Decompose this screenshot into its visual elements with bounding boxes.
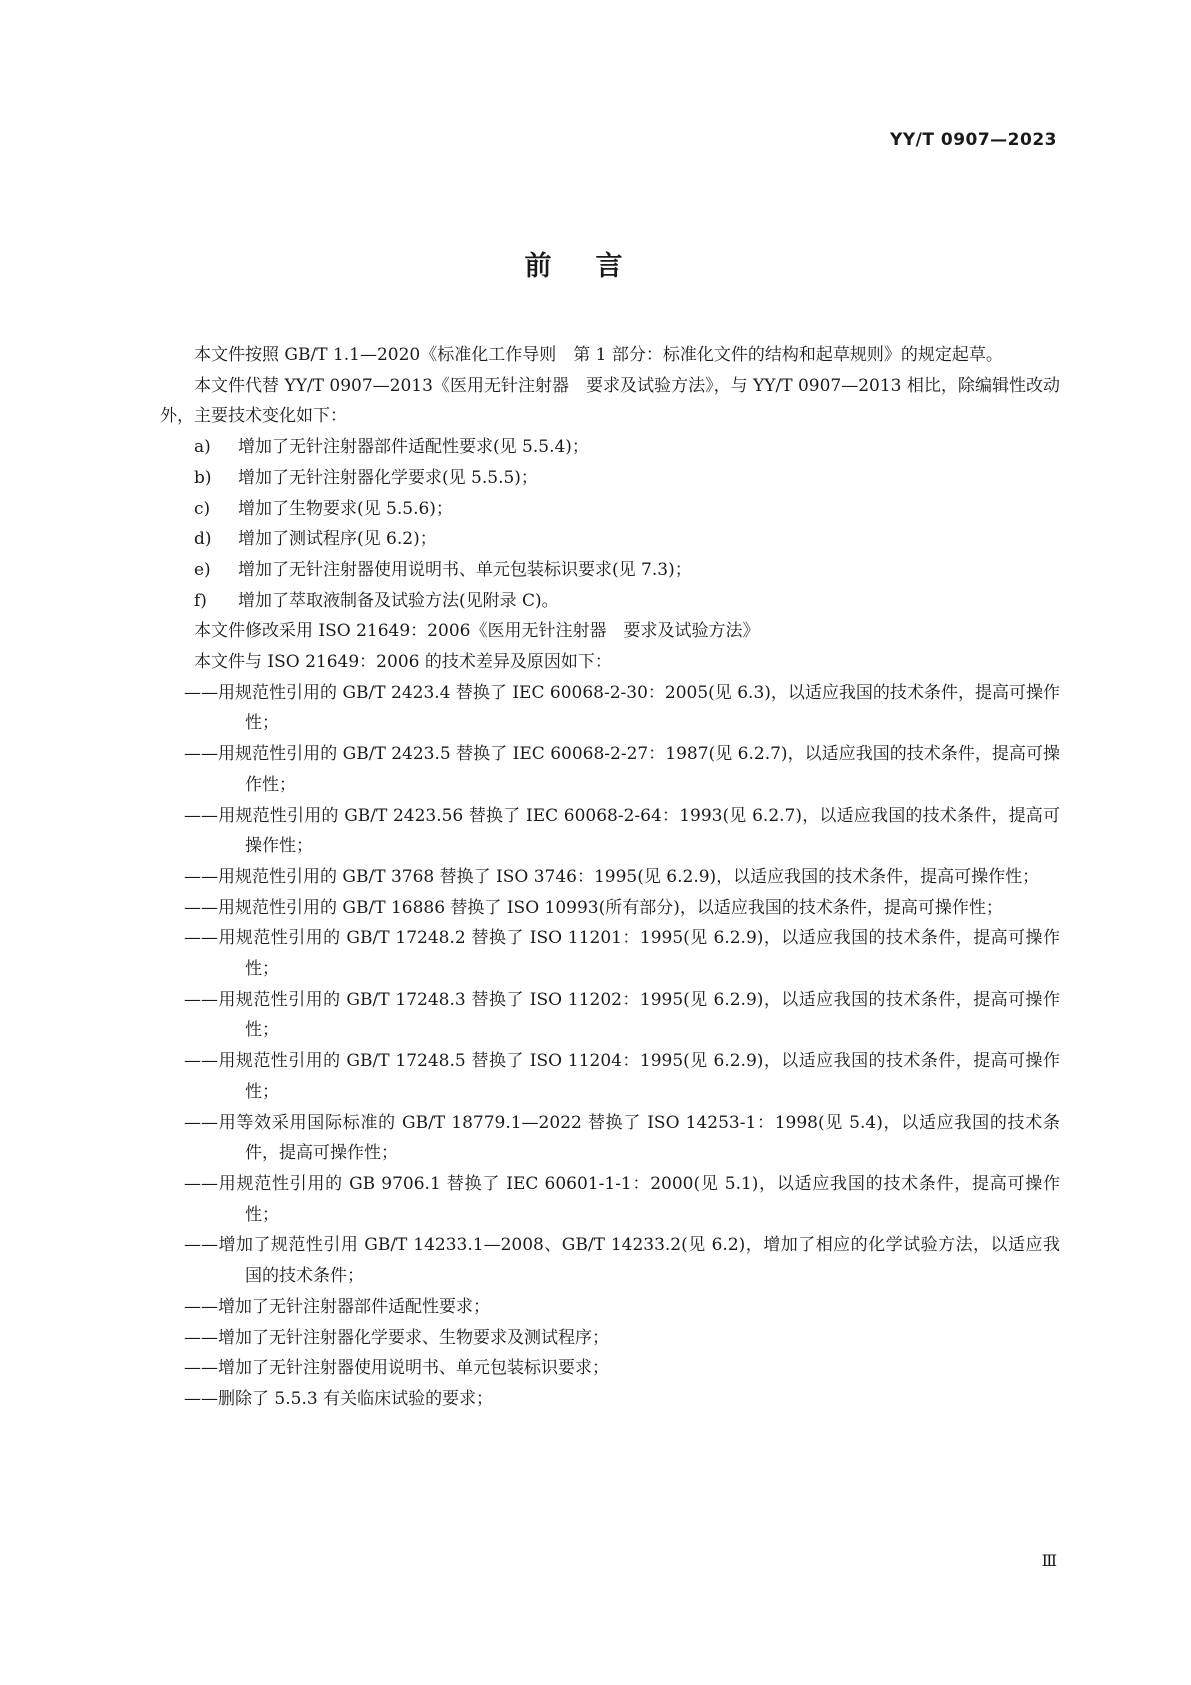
dash-item: ——用规范性引用的 GB/T 16886 替换了 ISO 10993(所有部分)，以适应我国的技术条件，提高可操作性； [184,897,1003,918]
dash-item: ——用规范性引用的 GB/T 2423.4 替换了 IEC 60068-2-30：2005(见 6.3)，以适应我国的技术条件，提高可操作性； [184,682,1060,734]
page-number: Ⅲ [1041,1551,1057,1570]
list-text: 增加了无针注射器部件适配性要求(见 5.5.4)； [238,437,589,458]
paragraph-differences-intro: 本文件与 ISO 21649：2006 的技术差异及原因如下： [194,652,612,673]
difference-list [160,678,1060,1415]
list-item [160,432,1060,463]
list-item [160,586,1060,617]
dash-item: ——用规范性引用的 GB 9706.1 替换了 IEC 60601-1-1：2000(见 5.1)，以适应我国的技术条件，提高可操作性； [184,1173,1060,1225]
list-text: 增加了测试程序(见 6.2)； [238,529,437,550]
list-text: 增加了萃取液制备及试验方法(见附录 C)。 [238,590,559,611]
list-marker: d) [194,529,212,550]
list-item [160,494,1060,525]
paragraph-iso-adoption: 本文件修改采用 ISO 21649：2006《医用无针注射器 要求及试验方法》 [194,621,760,642]
dash-item: ——删除了 5.5.3 有关临床试验的要求； [184,1388,494,1409]
list-item [160,524,1060,555]
paragraph-drafting-basis: 本文件按照 GB/T 1.1—2020《标准化工作导则 第 1 部分：标准化文件的结构和起草规则》的规定起草。 [194,345,1003,365]
dash-item: ——用规范性引用的 GB/T 3768 替换了 ISO 3746：1995(见 6.2.9)，以适应我国的技术条件，提高可操作性； [184,866,1040,887]
list-marker: e) [194,559,211,580]
dash-item: ——用规范性引用的 GB/T 17248.3 替换了 ISO 11202：1995(见 6.2.9)，以适应我国的技术条件，提高可操作性； [184,989,1060,1041]
change-list [160,432,1060,616]
list-marker: a) [194,437,211,458]
list-text: 增加了无针注射器化学要求(见 5.5.5)； [238,467,538,488]
dash-item: ——增加了规范性引用 GB/T 14233.1—2008、GB/T 14233.2(见 6.2)，增加了相应的化学试验方法，以适应我国的技术条件； [184,1235,1060,1287]
dash-item: ——用规范性引用的 GB/T 17248.5 替换了 ISO 11204：1995(见 6.2.9)，以适应我国的技术条件，提高可操作性； [184,1051,1060,1102]
page-title: 前言 [524,251,667,282]
list-text: 增加了生物要求(见 5.5.6)； [238,498,453,519]
list-text: 增加了无针注射器使用说明书、单元包装标识要求(见 7.3)； [238,559,692,580]
dash-item: ——用等效采用国际标准的 GB/T 18779.1—2022 替换了 ISO 14253-1：1998(见 5.4)，以适应我国的技术条件，提高可操作性； [184,1112,1060,1164]
list-marker: b) [194,467,212,488]
dash-item: ——用规范性引用的 GB/T 17248.2 替换了 ISO 11201：1995(见 6.2.9)，以适应我国的技术条件，提高可操作性； [184,928,1060,980]
list-item [160,463,1060,494]
dash-item: ——增加了无针注射器部件适配性要求； [184,1296,490,1317]
dash-item: ——用规范性引用的 GB/T 2423.5 替换了 IEC 60068-2-27：1987(见 6.2.7)，以适应我国的技术条件，提高可操作性； [184,744,1060,795]
dash-item: ——增加了无针注射器使用说明书、单元包装标识要求； [184,1358,609,1379]
list-marker: f) [194,590,207,611]
paragraph-replacement-note: 本文件代替 YY/T 0907—2013《医用无针注射器 要求及试验方法》，与 YY/T 0907—2013 相比，除编辑性改动外，主要技术变化如下： [160,375,1060,427]
dash-item: ——用规范性引用的 GB/T 2423.56 替换了 IEC 60068-2-64：1993(见 6.2.7)，以适应我国的技术条件，提高可操作性； [184,805,1060,857]
list-marker: c) [194,498,211,519]
document-body [160,340,1060,1415]
standard-code: YY/T 0907—2023 [890,130,1057,150]
list-item [160,555,1060,586]
dash-item: ——增加了无针注射器化学要求、生物要求及测试程序； [184,1327,609,1348]
